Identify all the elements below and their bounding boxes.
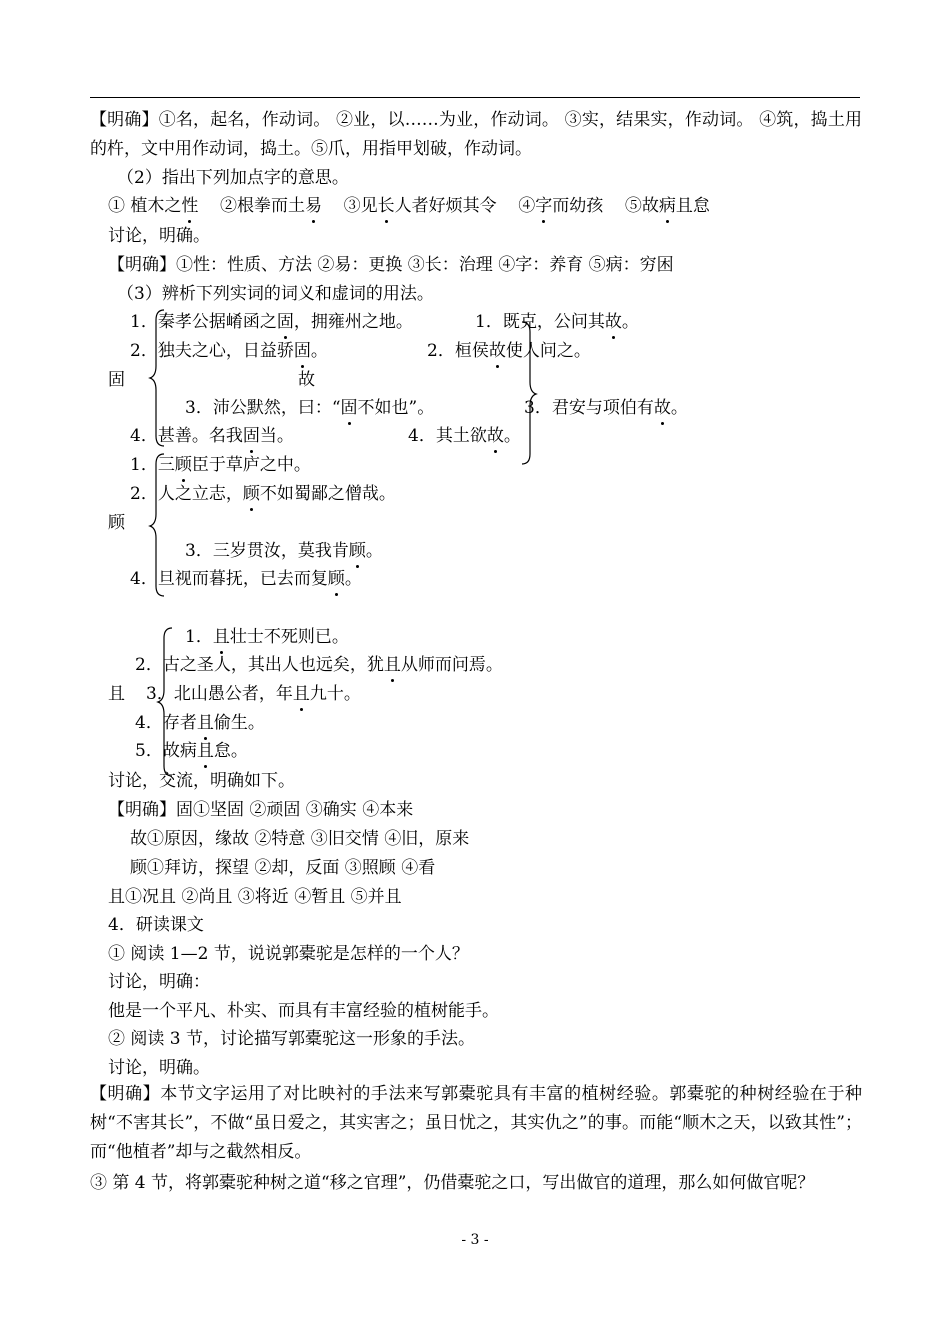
- answer-qie: 且①况且 ②尚且 ③将近 ④暂且 ⑤并且: [108, 887, 402, 907]
- gu3-example-4: 4．旦视而暮抚，已去而复顾。: [130, 569, 362, 589]
- gu-example-3: 3．沛公默然，曰：“固不如也”。: [185, 398, 435, 418]
- brace-gu3: [148, 452, 168, 598]
- answer-gu3: 顾①拜访，探望 ②却，反面 ③照顾 ④看: [130, 858, 436, 878]
- dotted-char: 易: [305, 196, 323, 216]
- answer-gu2: 故①原因，缘故 ②特意 ③旧交情 ④旧，原来: [130, 829, 470, 849]
- discussion-2: 讨论，交流，明确如下。: [108, 771, 295, 791]
- gu2-example-2: 2．桓侯故使人问之。: [427, 341, 591, 361]
- section-4-heading: 4．研读课文: [108, 915, 204, 935]
- answer-1: 【明确】①名，起名，作动词。 ②业，以……为业，作动词。 ③实，结果实，作动词。 ④筑，捣土用的杵，文中用作动词，捣土。⑤爪，用指甲划破，作动词。: [90, 110, 862, 159]
- answer-2: 【明确】①性：性质、方法 ②易：更换 ③长：治理 ④字：养育 ⑤病：穷困: [108, 255, 674, 275]
- question-3: （3）辨析下列实词的词义和虚词的用法。: [117, 284, 434, 304]
- header-rule: [90, 97, 860, 98]
- brace-gu2: [518, 320, 538, 466]
- qie-example-5: 5．故病且怠。: [135, 741, 248, 761]
- answer-3: 【明确】本节文字运用了对比映衬的手法来写郭橐驼具有丰富的植树经验。郭橐驼的种树经验在于种树“不害其长”，不做“虽日爱之，其实害之；虽日忧之，其实仇之”的事。而能“顺木之天，以致其性”；而“他植者”却与之截然相反。: [90, 1084, 862, 1162]
- gu2-example-4: 4．其土欲故。: [408, 426, 521, 446]
- qie-example-3: 3．北山愚公者，年且九十。: [146, 684, 361, 704]
- brace-gu: [148, 308, 168, 448]
- gu2-example-1: 1．既克，公问其故。: [475, 312, 639, 332]
- page-number: - 3 -: [461, 1232, 489, 1248]
- label-gu: 固: [108, 370, 125, 390]
- label-qie: 且: [108, 684, 125, 704]
- discussion-1: 讨论，明确。: [108, 226, 210, 246]
- gu3-example-2: 2．人之立志，顾不如蜀鄙之僧哉。: [130, 484, 396, 504]
- gu-example-1: 1．秦孝公据崤函之固，拥雍州之地。: [130, 312, 413, 332]
- label-gu3: 顾: [108, 513, 125, 533]
- gu-example-4: 4．甚善。名我固当。: [130, 426, 294, 446]
- reading-1-discussion: 讨论，明确：: [108, 972, 210, 992]
- qie-example-1: 1．且壮士不死则已。: [185, 627, 349, 647]
- reading-1-answer: 他是一个平凡、朴实、而具有丰富经验的植树能手。: [108, 1001, 499, 1021]
- dotted-char: 字: [535, 196, 553, 216]
- dotted-char: 长: [377, 196, 395, 216]
- dotted-char: 性: [181, 196, 199, 216]
- label-gu2: 故: [298, 370, 315, 390]
- gu-example-2: 2．独夫之心，日益骄固。: [130, 341, 328, 361]
- gu3-example-3: 3．三岁贯汝，莫我肯顾。: [185, 541, 383, 561]
- question-2-items: ① 植木之性 ②根拳而土易 ③见长人者好烦其令 ④字而幼孩 ⑤故病且怠: [108, 196, 710, 216]
- qie-example-2: 2．古之圣人，其出人也远矣，犹且从师而问焉。: [135, 655, 503, 675]
- gu2-example-3: 3．君安与项伯有故。: [524, 398, 688, 418]
- question-2: （2）指出下列加点字的意思。: [117, 168, 349, 188]
- reading-1-question: ① 阅读 1—2 节，说说郭橐驼是怎样的一个人？: [108, 944, 469, 964]
- gu3-example-1: 1．三顾臣于草庐之中。: [130, 455, 311, 475]
- answer-gu: 【明确】固①坚固 ②顽固 ③确实 ④本来: [108, 800, 414, 820]
- reading-2-discussion: 讨论，明确。: [108, 1058, 210, 1078]
- reading-3-question: ③ 第 4 节，将郭橐驼种树之道“移之官理”，仍借橐驼之口，写出做官的道理，那么如何做官呢？: [90, 1173, 815, 1193]
- dotted-char: 病: [658, 196, 676, 216]
- reading-2-question: ② 阅读 3 节，讨论描写郭橐驼这一形象的手法。: [108, 1029, 476, 1049]
- qie-example-4: 4．存者且偷生。: [135, 713, 265, 733]
- brace-qie: [156, 626, 176, 778]
